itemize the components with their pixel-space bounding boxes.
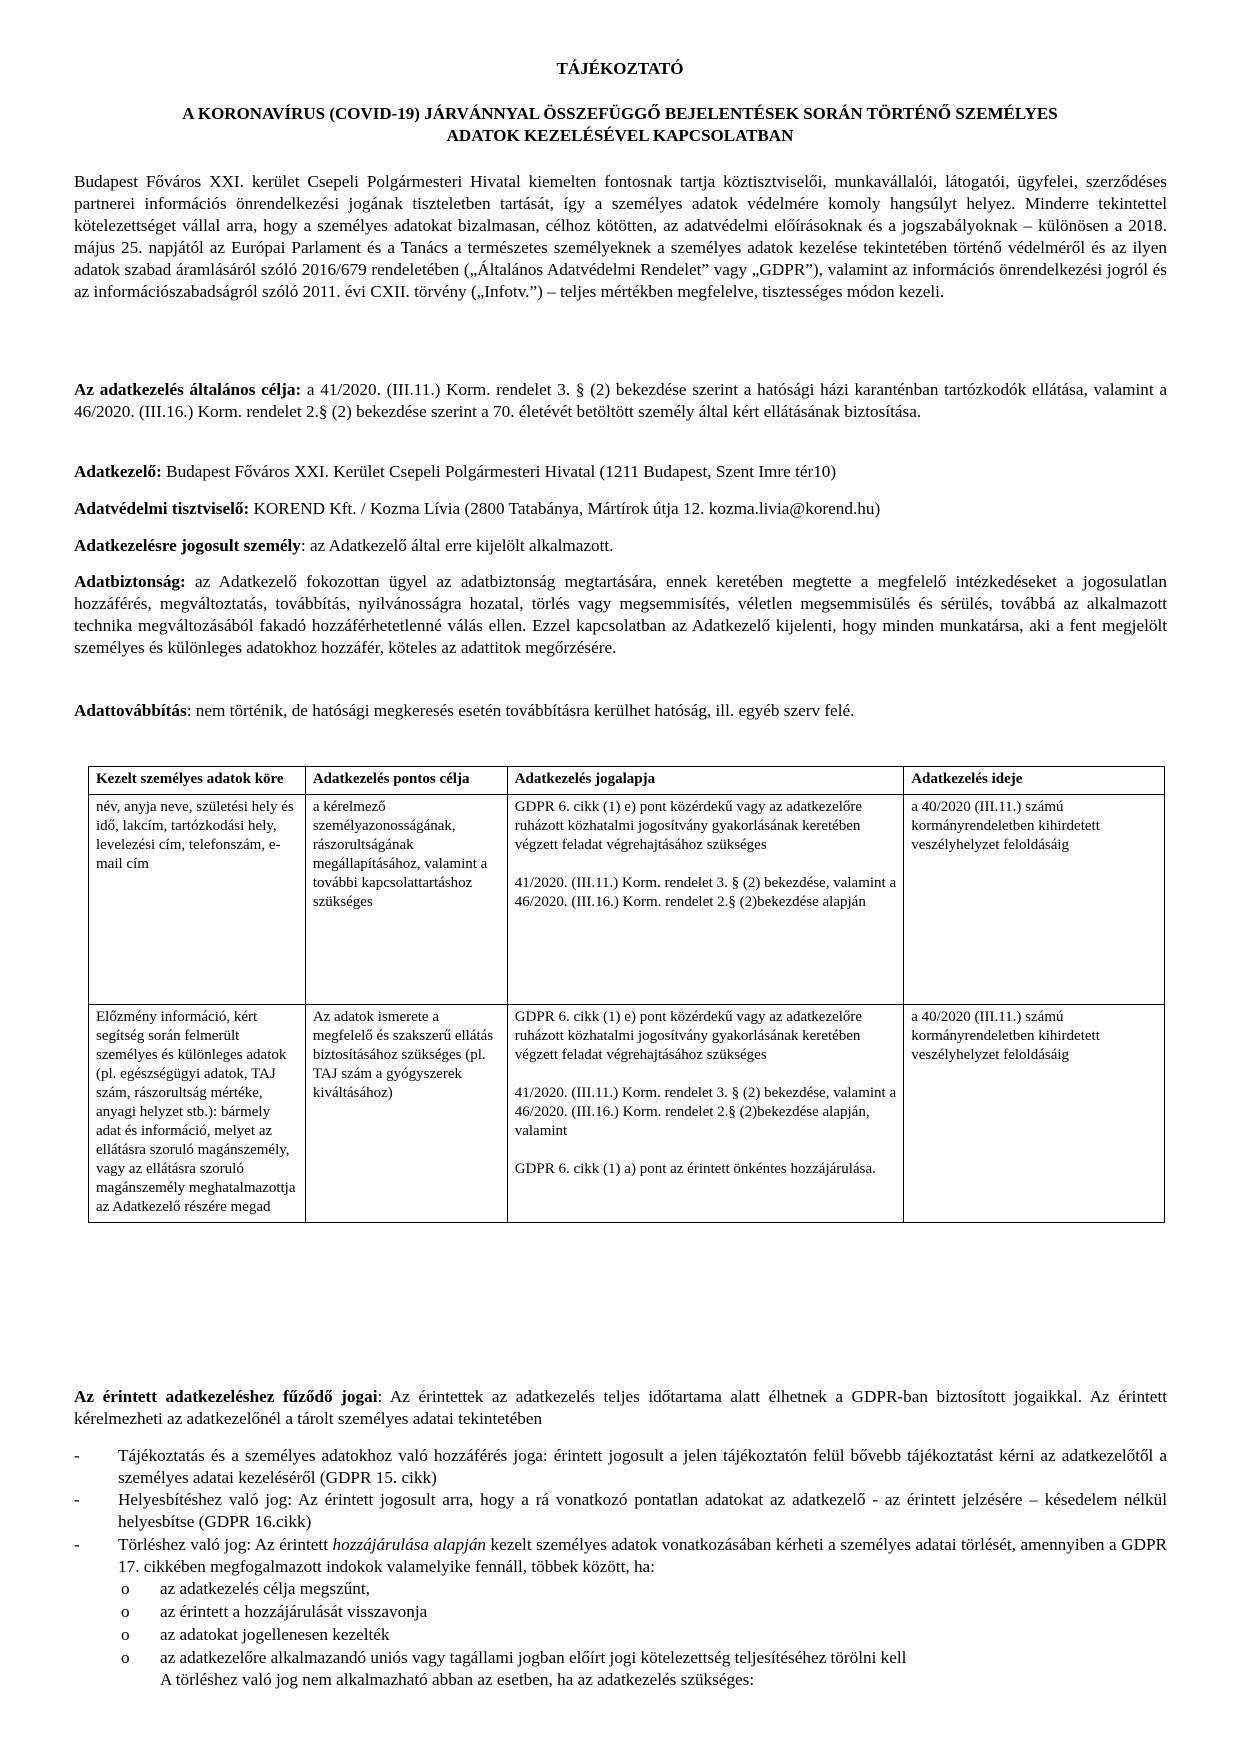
table-cell-purpose: a kérelmező személyazonosságának, rászorultságának megállapításához, valamint a további kapcsolattartáshoz szükséges [305, 795, 507, 1005]
table-cell-scope: név, anyja neve, születési hely és idő, lakcím, tartózkodási hely, levelezési cím, telefonszám, e-mail cím [89, 795, 306, 1005]
erasure-text-italic: hozzájárulása alapján [332, 1535, 487, 1554]
data-processing-table [88, 766, 1165, 1223]
erasure-text-after: kezelt személyes adatok vonatkozásában kérheti a személyes adatai törlését, amennyiben a GDPR 17. cikkében megfogalmazott indokok valamelyike fennáll, többek között, ha: [118, 1535, 1168, 1576]
erasure-reason: az adatokat jogellenesen kezelték [160, 1625, 390, 1644]
basis-paragraph: GDPR 6. cikk (1) e) pont közérdekű vagy az adatkezelőre ruházott közhatalmi jogosítvány gyakorlásának keretében végzett feladat végrehajtásához szükséges [514, 1009, 863, 1063]
erasure-reason: az érintett a hozzájárulását visszavonja [160, 1602, 428, 1621]
table-cell-duration: a 40/2020 (III.11.) számú kormányrendeletben kihirdetett veszélyhelyzet feloldásáig [904, 795, 1165, 1005]
authorized-label: Adatkezelésre jogosult személy [74, 536, 301, 555]
controller-label: Adatkezelő: [74, 462, 162, 481]
security-paragraph [74, 571, 1167, 659]
table-cell-purpose: Az adatok ismerete a megfelelő és szakszerű ellátás biztosításához szükséges (pl. TAJ szám a gyógyszerek kiváltásához) [305, 1005, 507, 1223]
security-text: az Adatkezelő fokozottan ügyel az adatbiztonság megtartására, ennek keretében megtette a megfelelő intézkedéseket a jogosulatlan hozzáférés, megváltoztatás, továbbítás, nyilvánosságra hozatal, törlés vagy megsemmisítés, véletlen megsemmisülés és sérülés, továbbá az alkalmazott technika megváltozásából fakadó hozzáférhetetlenné válás ellen. Ezzel kapcsolatban az Adatkezelő kijelenti, hogy minden munkatársa, aki a fent megjelölt személyes és különleges adatokhoz hozzáfér, köteles az adattitok megőrzésére. [74, 572, 1167, 657]
transfer-paragraph [74, 700, 1167, 722]
erasure-reason: az adatkezelés célja megszűnt, [160, 1579, 370, 1598]
purpose-label: Az adatkezelés általános célja: [74, 380, 302, 399]
table-header-row [89, 767, 1165, 795]
rights-paragraph [74, 1386, 1167, 1430]
rights-text: : Az érintettek az adatkezelés teljes időtartama alatt élhetnek a GDPR-ban biztosított jogaikkal. Az érintett kérelmezheti az adatkezelőnél a tárolt személyes adatai tekintetében [74, 1387, 1167, 1428]
basis-paragraph: 41/2020. (III.11.) Korm. rendelet 3. § (2) bekezdése, valamint a 46/2020. (III.16.) Korm. rendelet 2.§ (2)bekezdése alapján, valamint [514, 1085, 897, 1139]
document-subtitle-line-2: ADATOK KEZELÉSÉVEL KAPCSOLATBAN [446, 126, 794, 145]
basis-paragraph: GDPR 6. cikk (1) e) pont közérdekű vagy az adatkezelőre ruházott közhatalmi jogosítvány gyakorlásának keretében végzett feladat végrehajtásához szükséges [514, 799, 863, 853]
controller-paragraph [74, 461, 1167, 483]
sub-bullet-marker: o [121, 1602, 130, 1621]
rights-label: Az érintett adatkezeléshez fűződő jogai [74, 1387, 378, 1406]
table-header-purpose: Adatkezelés pontos célja [305, 767, 507, 795]
bullet-marker: - [74, 1446, 80, 1465]
bullet-marker: - [74, 1490, 80, 1509]
controller-text: Budapest Főváros XXI. Kerület Csepeli Polgármesteri Hivatal (1211 Budapest, Szent Imre tér10) [161, 462, 837, 481]
table-cell-duration: a 40/2020 (III.11.) számú kormányrendeletben kihirdetett veszélyhelyzet feloldásáig [904, 1005, 1165, 1223]
table-header-scope: Kezelt személyes adatok köre [89, 767, 306, 795]
table-header-basis: Adatkezelés jogalapja [507, 767, 903, 795]
intro-paragraph: Budapest Főváros XXI. kerület Csepeli Polgármesteri Hivatal kiemelten fontosnak tartja köztisztviselői, munkavállalói, látogatói, ügyfelei, szerződéses partnerei információs önrendelkezési jogának tiszteletben tartását, így a személyes adatok védelmére komoly hangsúlyt helyez. Minderre tekintettel kötelezettséget vállal arra, hogy a személyes adatokat bizalmasan, célhoz kötötten, az adatvédelmi előírásoknak és a jogszabályoknak – különösen a 2018. május 25. napjától az Európai Parlament és a Tanács a természetes személyeknek a személyes adatok kezelése tekintetében történő védelméről és az ilyen adatok szabad áramlásáról szóló 2016/679 rendeletében („Általános Adatvédelmi Rendelet” vagy „GDPR”), valamint az információs önrendelkezési jogról és az információszabadságról szóló 2011. évi CXII. törvény („Infotv.”) – teljes mértékben megfelelve, tisztességes módon kezeli. [74, 172, 1167, 301]
table-header-duration: Adatkezelés ideje [904, 767, 1165, 795]
document-subtitle-line-1: A KORONAVÍRUS (COVID-19) JÁRVÁNNYAL ÖSSZEFÜGGŐ BEJELENTÉSEK SORÁN TÖRTÉNŐ SZEMÉLYES [182, 104, 1058, 123]
rights-item-access: Tájékoztatás és a személyes adatokhoz való hozzáférés joga: érintett jogosult a jelen tájékoztatón felül bővebb tájékoztatást kérni az adatkezelőtől a személyes adatai kezeléséről (GDPR 15. cikk) [118, 1446, 1167, 1487]
purpose-text: a 41/2020. (III.11.) Korm. rendelet 3. § (2) bekezdése szerint a hatósági házi karanténban tartózkodók ellátása, valamint a 46/2020. (III.16.) Korm. rendelet 2.§ (2) bekezdése szerint a 70. életévét betöltött személy által kért ellátásának biztosítása. [74, 380, 1167, 421]
sub-bullet-marker: o [121, 1648, 130, 1667]
sub-bullet-marker: o [121, 1579, 130, 1598]
table-cell-basis [507, 1005, 903, 1223]
bullet-marker: - [74, 1535, 80, 1554]
basis-paragraph: 41/2020. (III.11.) Korm. rendelet 3. § (2) bekezdése, valamint a 46/2020. (III.16.) Korm. rendelet 2.§ (2)bekezdése alapján [514, 875, 897, 910]
dpo-paragraph [74, 498, 1167, 520]
purpose-paragraph [74, 379, 1167, 423]
table-cell-basis [507, 795, 903, 1005]
authorized-person-paragraph [74, 535, 1167, 557]
rights-item-erasure [118, 1534, 1167, 1578]
security-label: Adatbiztonság: [74, 572, 186, 591]
dpo-text: KOREND Kft. / Kozma Lívia (2800 Tatabánya, Mártírok útja 12. kozma.livia@korend.hu) [249, 499, 881, 518]
transfer-text: : nem történik, de hatósági megkeresés esetén továbbításra kerülhet hatóság, ill. egyéb szerv felé. [186, 701, 855, 720]
erasure-reason: az adatkezelőre alkalmazandó uniós vagy tagállami jogban előírt jogi kötelezettség teljesítéséhez törölni kell [160, 1648, 907, 1667]
authorized-text: : az Adatkezelő által erre kijelölt alkalmazott. [300, 536, 614, 555]
document-title: TÁJÉKOZTATÓ [556, 59, 684, 78]
erasure-closing: A törléshez való jog nem alkalmazható abban az esetben, ha az adatkezelés szükséges: [160, 1670, 755, 1689]
sub-bullet-marker: o [121, 1625, 130, 1644]
transfer-label: Adattovábbítás [74, 701, 187, 720]
table-cell-scope: Előzmény információ, kért segítség során felmerült személyes és különleges adatok (pl. egészségügyi adatok, TAJ szám, rászorultság mértéke, anyagi helyzet stb.): bármely adat és információ, melyet az ellátásra szoruló magánszemély, vagy az ellátásra szoruló magánszemély meghatalmazottja az Adatkezelő részére megad [89, 1005, 306, 1223]
rights-item-rectification: Helyesbítéshez való jog: Az érintett jogosult arra, hogy a rá vonatkozó pontatlan adatokat az adatkezelő - az érintett jelzésére – késedelem nélkül helyesbítse (GDPR 16.cikk) [118, 1490, 1167, 1531]
erasure-text-before: Törléshez való jog: Az érintett [118, 1535, 333, 1554]
basis-paragraph: GDPR 6. cikk (1) a) pont az érintett önkéntes hozzájárulása. [514, 1161, 876, 1177]
dpo-label: Adatvédelmi tisztviselő: [74, 499, 250, 518]
table-row [89, 795, 1165, 1005]
table-row [89, 1005, 1165, 1223]
